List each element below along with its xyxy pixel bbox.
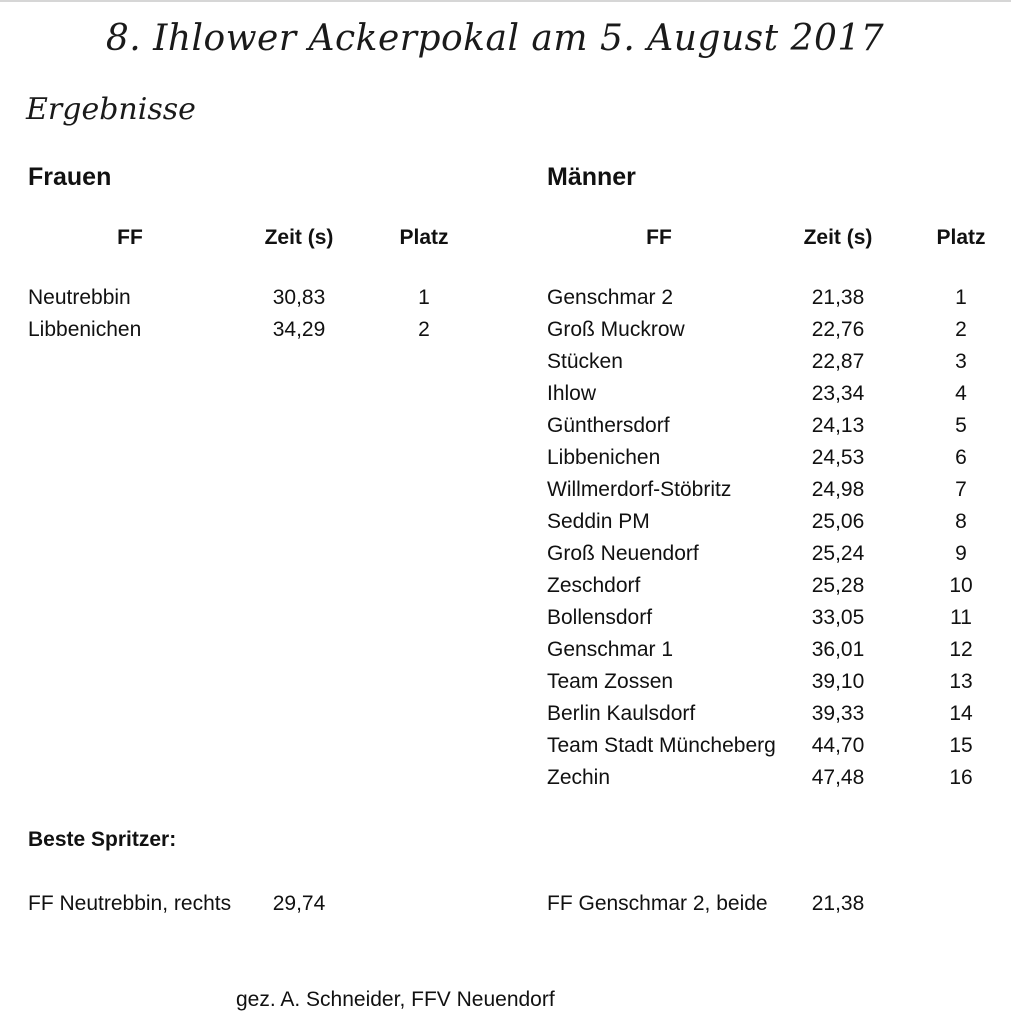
team-rank: 4 <box>955 382 967 405</box>
team-name: Zeschdorf <box>547 574 641 597</box>
maenner-row <box>0 506 1011 538</box>
maenner-row <box>0 698 1011 730</box>
team-rank: 15 <box>949 734 973 757</box>
team-time: 36,01 <box>811 638 865 661</box>
team-rank: 14 <box>949 702 973 725</box>
maenner-row <box>0 282 1011 314</box>
team-name: Berlin Kaulsdorf <box>547 702 696 725</box>
maenner-row <box>0 410 1011 442</box>
maenner-row <box>0 762 1011 794</box>
team-time: 24,13 <box>811 414 865 437</box>
maenner-col-ff: FF <box>646 226 672 249</box>
team-rank: 2 <box>418 318 430 341</box>
team-rank: 5 <box>955 414 967 437</box>
team-rank: 3 <box>955 350 967 373</box>
beste-frauen-name: FF Neutrebbin, rechts <box>28 892 232 915</box>
beste-spritzer-label: Beste Spritzer: <box>28 828 177 851</box>
team-time: 44,70 <box>811 734 865 757</box>
team-name: Bollensdorf <box>547 606 653 629</box>
maenner-col-zeit: Zeit (s) <box>803 226 873 249</box>
team-time: 24,53 <box>811 446 865 469</box>
team-rank: 13 <box>949 670 973 693</box>
team-name: Zechin <box>547 766 611 789</box>
maenner-row <box>0 570 1011 602</box>
team-rank: 7 <box>955 478 967 501</box>
team-time: 25,06 <box>811 510 865 533</box>
signature: gez. A. Schneider, FFV Neuendorf <box>236 988 555 1011</box>
page-title: 8. Ihlower Ackerpokal am 5. August 2017 <box>105 18 885 59</box>
maenner-row <box>0 538 1011 570</box>
team-rank: 1 <box>955 286 967 309</box>
team-time: 33,05 <box>811 606 865 629</box>
frauen-col-zeit: Zeit (s) <box>264 226 334 249</box>
team-time: 25,24 <box>811 542 865 565</box>
team-rank: 10 <box>949 574 973 597</box>
maenner-col-platz: Platz <box>936 226 986 249</box>
team-name: Stücken <box>547 350 623 373</box>
frauen-heading: Frauen <box>28 163 112 191</box>
maenner-row <box>0 442 1011 474</box>
team-rank: 12 <box>949 638 973 661</box>
team-time: 47,48 <box>811 766 865 789</box>
team-name: Groß Muckrow <box>547 318 685 341</box>
team-time: 23,34 <box>811 382 865 405</box>
maenner-row <box>0 730 1011 762</box>
team-time: 39,10 <box>811 670 865 693</box>
team-time: 21,38 <box>811 286 865 309</box>
frauen-col-ff: FF <box>117 226 143 249</box>
team-time: 39,33 <box>811 702 865 725</box>
team-name: Team Zossen <box>547 670 674 693</box>
maenner-row <box>0 634 1011 666</box>
team-time: 34,29 <box>272 318 326 341</box>
team-name: Libbenichen <box>28 318 142 341</box>
maenner-row <box>0 346 1011 378</box>
team-name: Groß Neuendorf <box>547 542 699 565</box>
maenner-row <box>0 602 1011 634</box>
team-name: Genschmar 2 <box>547 286 674 309</box>
maenner-row <box>0 314 1011 346</box>
team-name: Libbenichen <box>547 446 661 469</box>
team-rank: 2 <box>955 318 967 341</box>
team-time: 22,87 <box>811 350 865 373</box>
team-time: 24,98 <box>811 478 865 501</box>
maenner-row <box>0 666 1011 698</box>
beste-frauen-time: 29,74 <box>272 892 326 915</box>
team-time: 25,28 <box>811 574 865 597</box>
team-name: Seddin PM <box>547 510 650 533</box>
team-time: 30,83 <box>272 286 326 309</box>
team-name: Ihlow <box>547 382 597 405</box>
beste-maenner-name: FF Genschmar 2, beide <box>547 892 768 915</box>
team-name: Günthersdorf <box>547 414 670 437</box>
team-name: Willmerdorf-Stöbritz <box>547 478 732 501</box>
frauen-col-platz: Platz <box>399 226 449 249</box>
team-rank: 6 <box>955 446 967 469</box>
team-rank: 8 <box>955 510 967 533</box>
team-time: 22,76 <box>811 318 865 341</box>
team-rank: 11 <box>950 606 972 629</box>
results-subtitle: Ergebnisse <box>26 92 196 127</box>
team-name: Neutrebbin <box>28 286 131 309</box>
team-name: Genschmar 1 <box>547 638 674 661</box>
maenner-row <box>0 474 1011 506</box>
beste-maenner-time: 21,38 <box>811 892 865 915</box>
team-name: Team Stadt Müncheberg <box>547 734 776 757</box>
maenner-heading: Männer <box>547 163 636 191</box>
team-rank: 1 <box>418 286 430 309</box>
top-divider <box>0 0 1011 2</box>
team-rank: 16 <box>949 766 973 789</box>
team-rank: 9 <box>955 542 967 565</box>
maenner-row <box>0 378 1011 410</box>
